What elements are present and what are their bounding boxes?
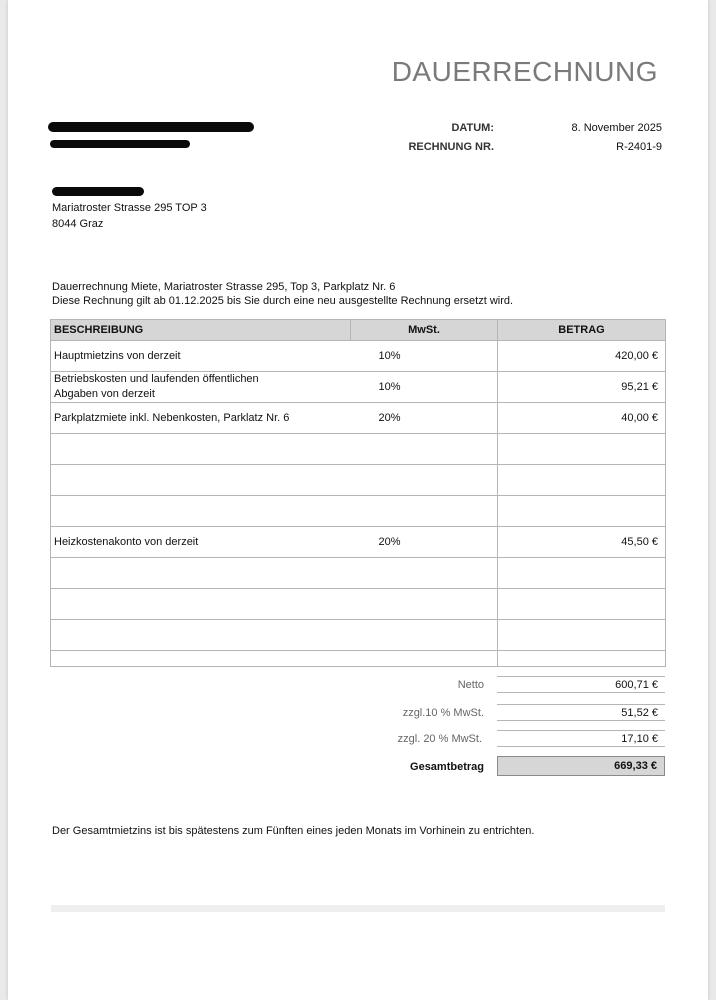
invoice-page xyxy=(8,0,708,1000)
vat10-value: 51,52 € xyxy=(497,704,665,721)
row-amount xyxy=(498,558,666,589)
recipient-street: Mariatroster Strasse 295 TOP 3 xyxy=(52,202,207,214)
table-header-row xyxy=(51,320,666,341)
column-header-amount: BETRAG xyxy=(498,320,666,341)
intro-line-2: Diese Rechnung gilt ab 01.12.2025 bis Sie durch eine neu ausgestellte Rechnung ersetzt wird. xyxy=(52,295,514,307)
row-vat xyxy=(351,589,498,620)
vat10-label: zzgl.10 % MwSt. xyxy=(402,707,484,719)
row-amount xyxy=(498,465,666,496)
table-row xyxy=(51,496,666,527)
table-row xyxy=(51,403,666,434)
table-row xyxy=(51,620,666,651)
line-items-table xyxy=(50,319,666,667)
row-amount xyxy=(498,496,666,527)
row-amount: 40,00 € xyxy=(498,403,666,434)
row-vat: 10% xyxy=(351,341,498,372)
row-amount: 95,21 € xyxy=(498,372,666,403)
row-description: Hauptmietzins von derzeit xyxy=(51,341,351,372)
row-vat xyxy=(351,620,498,651)
row-vat xyxy=(351,651,498,667)
table-row xyxy=(51,527,666,558)
row-vat xyxy=(351,558,498,589)
row-vat xyxy=(351,496,498,527)
row-description xyxy=(51,589,351,620)
row-amount xyxy=(498,620,666,651)
table-row xyxy=(51,589,666,620)
row-vat xyxy=(351,465,498,496)
row-vat xyxy=(351,434,498,465)
date-label: DATUM: xyxy=(451,122,494,134)
document-title: DAUERRECHNUNG xyxy=(391,56,658,87)
recipient-city: 8044 Graz xyxy=(52,218,104,230)
redacted-recipient-name xyxy=(52,187,144,196)
table-row xyxy=(51,651,666,667)
row-amount xyxy=(498,651,666,667)
row-description xyxy=(51,465,351,496)
date-value: 8. November 2025 xyxy=(571,122,662,134)
table-row xyxy=(51,434,666,465)
row-amount: 420,00 € xyxy=(498,341,666,372)
footer-divider xyxy=(51,905,665,912)
invoice-number-value: R-2401-9 xyxy=(616,141,662,153)
total-label: Gesamtbetrag xyxy=(410,761,484,773)
row-vat: 20% xyxy=(351,403,498,434)
row-amount: 45,50 € xyxy=(498,527,666,558)
table-row xyxy=(51,465,666,496)
row-description: Betriebskosten und laufenden öffentlichen Abgaben von derzeit xyxy=(51,372,351,403)
invoice-number-label: RECHNUNG NR. xyxy=(408,141,494,153)
column-header-description: BESCHREIBUNG xyxy=(51,320,351,341)
row-description xyxy=(51,651,351,667)
vat20-value: 17,10 € xyxy=(497,730,665,747)
redacted-sender-line-1 xyxy=(48,122,254,132)
table-row xyxy=(51,341,666,372)
row-vat: 20% xyxy=(351,527,498,558)
netto-label: Netto xyxy=(457,679,484,691)
table-row xyxy=(51,558,666,589)
netto-value: 600,71 € xyxy=(497,676,665,693)
row-description xyxy=(51,558,351,589)
row-description: Parkplatzmiete inkl. Nebenkosten, Parklatz Nr. 6 xyxy=(51,403,351,434)
redacted-sender-line-2 xyxy=(50,140,190,148)
column-header-vat: MwSt. xyxy=(351,320,498,341)
table-row xyxy=(51,372,666,403)
row-amount xyxy=(498,589,666,620)
row-vat: 10% xyxy=(351,372,498,403)
row-description xyxy=(51,434,351,465)
payment-note: Der Gesamtmietzins ist bis spätestens zum Fünften eines jeden Monats im Vorhinein zu entrichten. xyxy=(52,825,535,837)
total-value: 669,33 € xyxy=(497,756,665,776)
row-description xyxy=(51,496,351,527)
row-amount xyxy=(498,434,666,465)
row-description: Heizkostenakonto von derzeit xyxy=(51,527,351,558)
vat20-label: zzgl. 20 % MwSt. xyxy=(397,733,482,745)
row-description xyxy=(51,620,351,651)
intro-line-1: Dauerrechnung Miete, Mariatroster Strasse 295, Top 3, Parkplatz Nr. 6 xyxy=(52,281,396,293)
